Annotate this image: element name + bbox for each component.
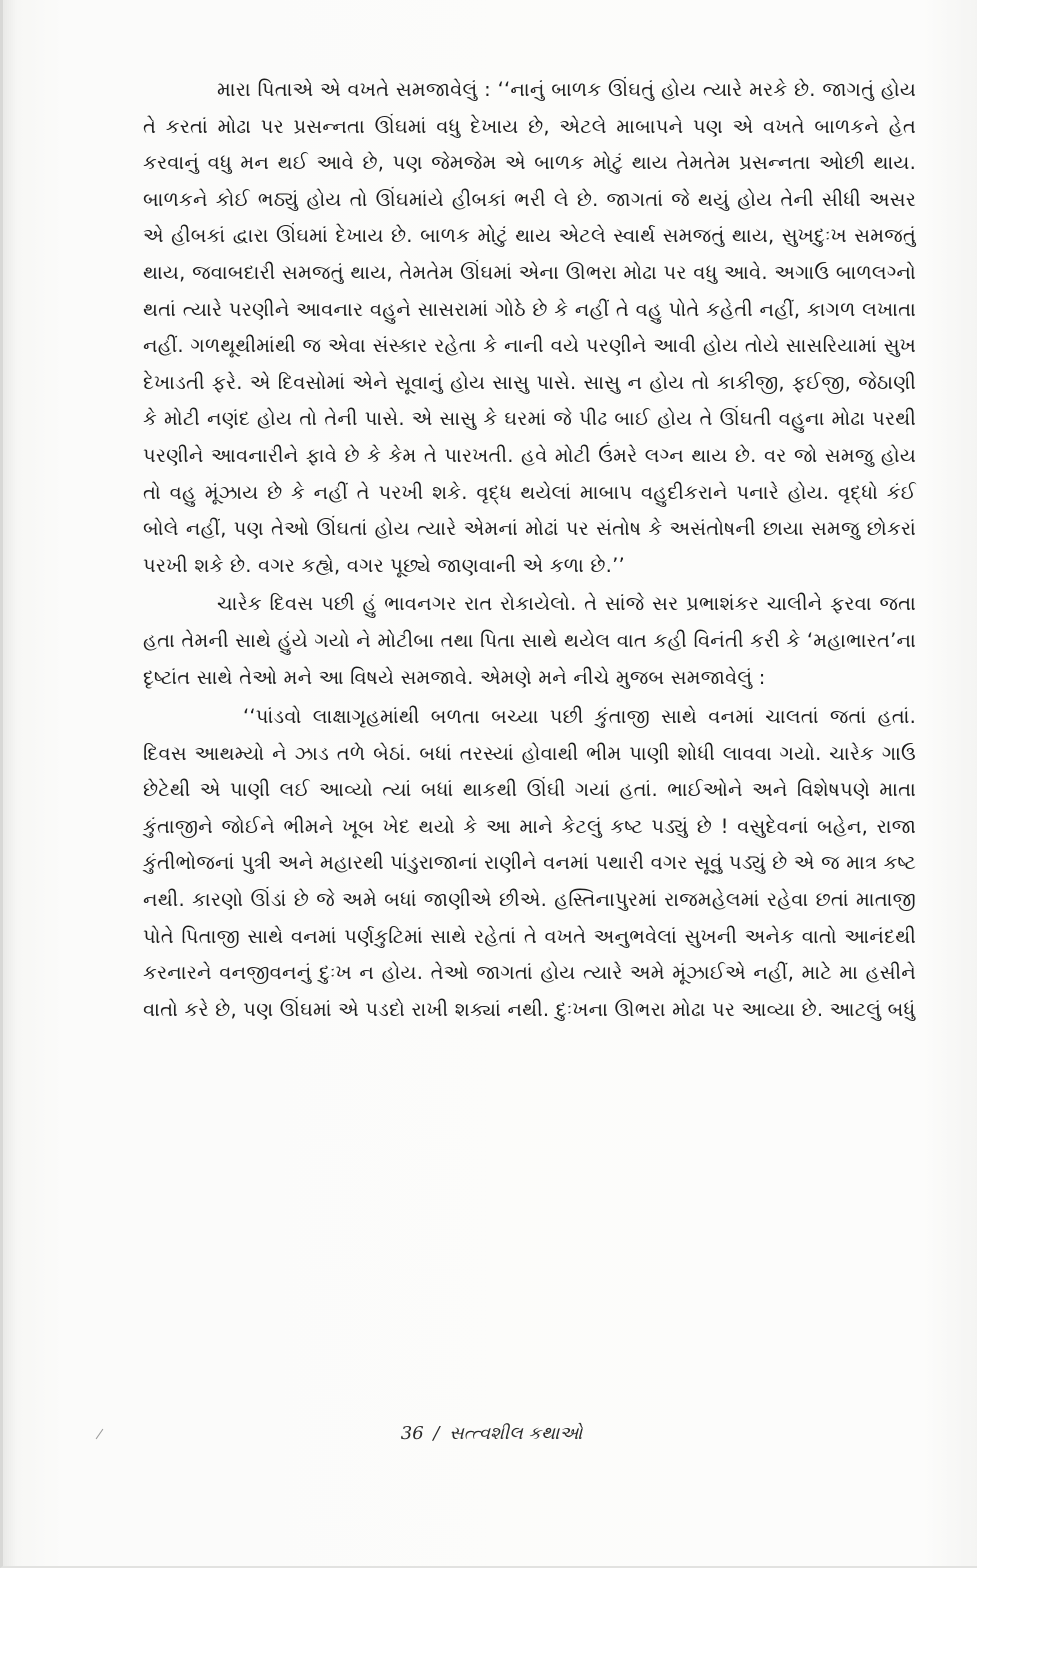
paragraph-father-explanation: મારા પિતાએ એ વખતે સમજાવેલું : ‘‘નાનું બાળક ઊંઘતું હોય ત્યારે મરકે છે. જાગતું હોય તે કરતાં મોઢા પર પ્રસન્નતા ઊંઘમાં વધુ દેખાય છે, એટલે માબાપને પણ એ વખતે બાળકને હેત કરવાનું વધુ મન થઈ આવે છે, પણ જેમજેમ એ બાળક મોટું થાય તેમતેમ પ્રસન્નતા ઓછી થાય. બાળકને કોઈ ભઠ્યું હોય તો ઊંઘમાંયે હીબકાં ભરી લે છે. જાગતાં જે થયું હોય તેની સીધી અસર એ હીબકાં દ્વારા ઊંઘમાં દેખાય છે. બાળક મોટું થાય એટલે સ્વાર્થ સમજતું થાય, સુખદુઃખ સમજતું થાય, જવાબદારી સમજતું થાય, તેમતેમ ઊંઘમાં એના ઊભરા મોઢા પર વધુ આવે. અગાઉ બાળલગ્નો થતાં ત્યારે પરણીને આવનાર વહુને સાસરામાં ગોઠે છે કે નહીં તે વહુ પોતે કહેતી નહીં, કાગળ લખાતા નહીં. ગળથૂથીમાંથી જ એવા સંસ્કાર રહેતા કે નાની વયે પરણીને આવી હોય તોયે સાસરિયામાં સુખ દેખાડતી ફરે. એ દિવસોમાં એને સૂવાનું હોય સાસુ પાસે. સાસુ ન હોય તો કાકીજી, ફઈજી, જેઠાણી કે મોટી નણંદ હોય તો તેની પાસે. એ સાસુ કે ઘરમાં જે પીઢ બાઈ હોય તે ઊંઘતી વહુના મોઢા પરથી પરણીને આવનારીને ફાવે છે કે કેમ તે પારખતી. હવે મોટી ઉંમરે લગ્ન થાય છે. વર જો સમજુ હોય તો વહુ મૂંઝાય છે કે નહીં તે પરખી શકે. વૃદ્ધ થયેલાં માબાપ વહુદીકરાને પનારે હોય. વૃદ્ધો કંઈ બોલે નહીં, પણ તેઓ ઊંઘતાં હોય ત્યારે એમનાં મોઢાં પર સંતોષ કે અસંતોષની છાયા સમજુ છોકરાં પરખી શકે છે. વગર કહ્યે, વગર પૂછ્યે જાણવાની એ કળા છે.’’: [143, 78, 916, 577]
footer-separator: /: [433, 1423, 440, 1444]
page-number: 36: [400, 1423, 424, 1444]
book-title: સત્ત્વશીલ કથાઓ: [449, 1423, 583, 1444]
paragraph-bhavnagar-visit: ચારેક દિવસ પછી હું ભાવનગર રાત રોકાયેલો. તે સાંજે સર પ્રભાશંકર ચાલીને ફરવા જતા હતા તેમની સાથે હુંયે ગયો ને મોટીબા તથા પિતા સાથે થયેલ વાત કહી વિનંતી કરી કે ‘મહાભારત’ના દૃષ્ટાંત સાથે તેઓ મને આ વિષયે સમજાવે. એમણે મને નીચે મુજબ સમજાવેલું :: [143, 592, 916, 689]
paragraph-pandavas-quote: ‘‘પાંડવો લાક્ષાગૃહમાંથી બળતા બચ્યા પછી કુંતાજી સાથે વનમાં ચાલતાં જતાં હતાં. દિવસ આથમ્યો ને ઝાડ તળે બેઠાં. બધાં તરસ્યાં હોવાથી ભીમ પાણી શોધી લાવવા ગયો. ચારેક ગાઉ છેટેથી એ પાણી લઈ આવ્યો ત્યાં બધાં થાકથી ઊંઘી ગયાં હતાં. ભાઈઓને અને વિશેષપણે માતા કુંતાજીને જોઈને ભીમને ખૂબ ખેદ થયો કે આ માને કેટલું કષ્ટ પડ્યું છે ! વસુદેવનાં બહેન, રાજા કુંતીભોજનાં પુત્રી અને મહારથી પાંડુરાજાનાં રાણીને વનમાં પથારી વગર સૂવું પડ્યું છે એ જ માત્ર કષ્ટ નથી. કારણો ઊંડાં છે જે અમે બધાં જાણીએ છીએ. હસ્તિનાપુરમાં રાજમહેલમાં રહેવા છતાં માતાજી પોતે પિતાજી સાથે વનમાં પર્ણકુટિમાં સાથે રહેતાં તે વખતે અનુભવેલાં સુખની અનેક વાતો આનંદથી કરનારને વનજીવનનું દુઃખ ન હોય. તેઓ જાગતાં હોય ત્યારે અમે મૂંઝાઈએ નહીં, માટે મા હસીને વાતો કરે છે, પણ ઊંઘમાં એ પડદો રાખી શક્યાં નથી. દુઃખના ઊભરા મોઢા પર આવ્યા છે. આટલું બધું: [143, 705, 916, 1021]
body-text: [143, 72, 916, 1030]
page-footer: [3, 1423, 980, 1444]
